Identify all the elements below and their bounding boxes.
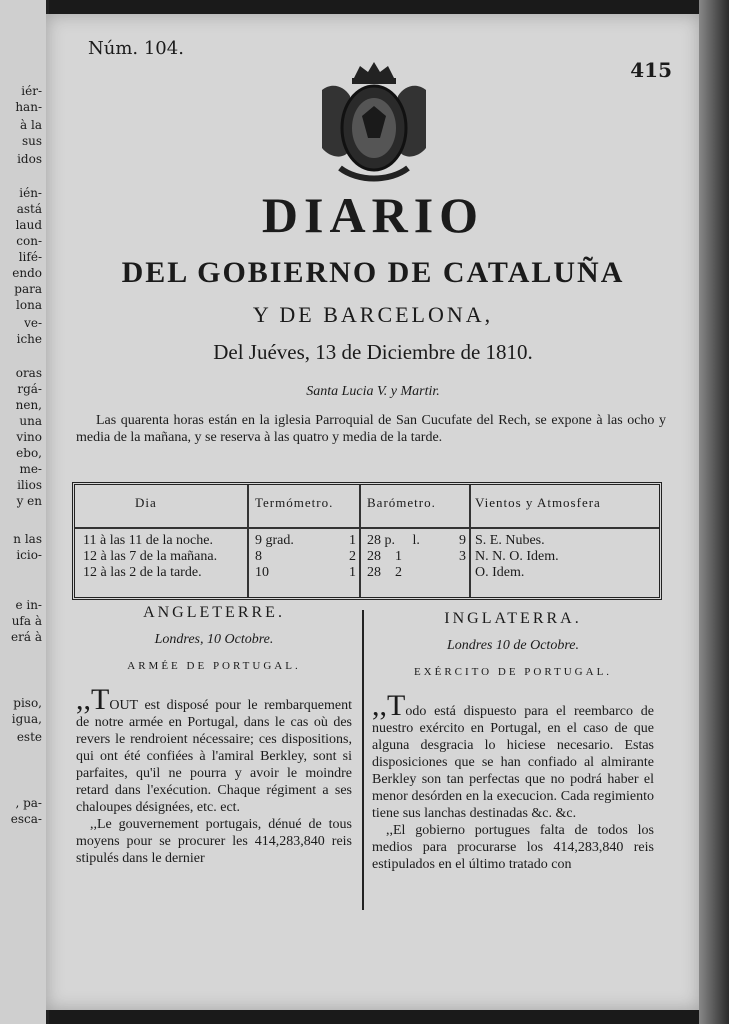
article-spanish [372,610,654,873]
table-cell-term: 9 grad. [255,533,294,548]
table-cell-term-idx: 2 [349,549,356,564]
page-edge [699,0,729,1024]
col-header-termometro: Termómetro. [255,495,334,510]
column-divider [362,610,364,910]
col-header-dia: Dia [135,495,157,510]
margin-fragment: ilios [17,478,42,492]
margin-fragment: igua, [11,712,42,726]
margin-fragment: vino [16,430,42,444]
margin-fragment: erá à [11,630,42,644]
section-title: INGLATERRA. [444,610,582,627]
margin-fragment: icio- [16,548,42,562]
margin-fragment: laud [15,218,42,232]
col-header-vientos: Vientos y Atmosfera [475,495,601,510]
paragraph-text: odo está dispuesto para el reembarco de nuestro exército en Portugal, en el caso de que alguna desgracia lo hiciese necesario. Estas disposiciones que se han confiado al almirante Berkley son tan perfectas que no podrá haber el menor desórden en la execucion. Cada regimiento tiene sus lanchas destinadas &c. &c. [372,704,654,821]
table-cell-baro: 28 2 [367,565,402,580]
table-cell-term: 10 [255,565,269,580]
margin-fragment: ebo, [16,446,42,460]
newspaper-page [46,14,700,1010]
weather-table [72,482,662,600]
table-cell-dia: 12 à las 7 de la mañana. [83,549,218,564]
margin-fragment: astá [16,202,42,216]
section-title: ANGLETERRE. [143,604,285,621]
margin-fragment: han- [15,100,42,114]
facing-page-margin [0,0,49,1024]
paragraph [76,683,352,816]
margin-fragment: lifé- [18,250,42,264]
margin-fragment: esca- [10,812,42,826]
issue-date: Del Juéves, 13 de Diciembre de 1810. [213,340,533,364]
table-cell-baro: 28 p. l. [367,533,420,548]
intro-notice: Las quarenta horas están en la iglesia Parroquial de San Cucufate del Rech, se expone à las ocho y media de la mañana, y se reserva à las quatro y media de la tarde. [76,413,666,445]
article-french [76,604,352,867]
margin-fragment: n las [13,532,42,546]
margin-fragment: endo [12,266,42,280]
royal-coat-of-arms-icon [314,60,434,186]
margin-fragment: ufa à [11,614,42,628]
dateline: Londres, 10 Octobre. [154,632,274,647]
margin-fragment: con- [16,234,42,248]
paragraph [372,689,654,822]
table-cell-term-idx: 1 [349,565,356,580]
table-cell-dia: 11 à las 11 de la noche. [83,533,213,548]
margin-fragment: oras [15,366,42,380]
margin-fragment: idos [17,152,42,166]
margin-fragment: ién- [19,186,42,200]
margin-fragment: piso, [13,696,42,710]
col-header-barometro: Barómetro. [367,495,436,510]
table-cell-baro-idx: 3 [459,549,466,564]
table-cell-term-idx: 1 [349,533,356,548]
drop-cap: ,,T [372,689,406,722]
margin-fragment: , pa- [15,796,42,810]
paragraph-text: OUT est disposé pour le rembarquement de notre armée en Portugal, dans le cas où des revers le rendroient nécessaire; ces dispositions, qui ont été confiées à l'amiral Berkley, sont si parfaites, qu'il ne pourra y avoir le moindre retard dans l'exécution. Chaque régiment a ses chaloupes désignées, etc. ect. [76,698,352,815]
margin-fragment: para [14,282,42,296]
margin-fragment: y en [16,494,42,508]
masthead-subtitle: DEL GOBIERNO DE CATALUÑA [121,256,625,289]
page-number: 415 [630,58,672,82]
margin-fragment: sus [21,134,42,148]
margin-fragment: nen, [15,398,42,412]
margin-fragment: lona [16,298,42,312]
margin-fragment: este [16,730,42,744]
margin-fragment: e in- [15,598,42,612]
paragraph: ,,El gobierno portugues falta de todos los medios para procurarse los 414,283,840 reis estipulados en el último tratado con [372,823,654,872]
table-cell-wind: N. N. O. Idem. [475,549,559,564]
saint-of-day: Santa Lucia V. y Martir. [306,384,440,399]
section-subtitle: EXÉRCITO DE PORTUGAL. [413,666,613,678]
table-cell-dia: 12 à las 2 de la tarde. [83,565,202,580]
masthead-title: DIARIO [261,187,485,243]
table-cell-baro: 28 1 [367,549,402,564]
table-cell-wind: S. E. Nubes. [475,533,545,548]
section-subtitle: ARMÉE DE PORTUGAL. [127,660,301,672]
table-cell-baro-idx: 9 [459,533,466,548]
article-body [372,689,654,873]
article-body [76,683,352,867]
table-cell-term: 8 [255,549,262,564]
issue-number: Núm. 104. [88,38,184,59]
margin-fragment: iér- [21,84,42,98]
drop-cap: ,,T [76,683,110,716]
table-cell-wind: O. Idem. [475,565,525,580]
margin-fragment: iche [16,332,42,346]
margin-fragment: rgá- [17,382,42,396]
paragraph: ,,Le gouvernement portugais, dénué de tous moyens pour se procurer les 414,283,840 reis stipulés dans le dernier [76,817,352,866]
margin-fragment: me- [19,462,42,476]
margin-fragment: ve- [24,316,42,330]
dateline: Londres 10 de Octobre. [447,638,579,653]
margin-fragment: à la [20,118,42,132]
margin-fragment: una [19,414,42,428]
masthead-subtitle-2: Y DE BARCELONA, [252,302,494,327]
